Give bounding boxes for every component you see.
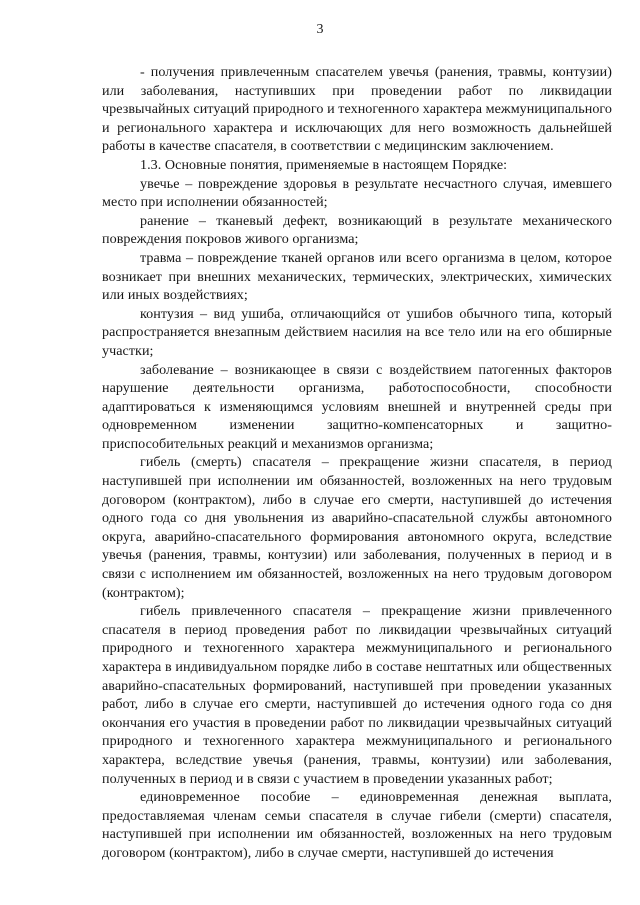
paragraph-rescuer-injury-clause: - получения привлеченным спасателем увечья (ранения, травмы, контузии) или заболевания, наступивших при проведении работ по ликвидации чрезвычайных ситуаций природного и техногенного характера межмуниципального и регионального характера и исключающих для него возможность дальнейшей работы в качестве спасателя, в соответствии с медицинским заключением. [102, 64, 612, 155]
definition-disease: заболевание – возникающее в связи с воздействием патогенных факторов нарушение деятельности организма, работоспособности, способности адаптироваться к изменяющимся условиям внешней и внутренней среды при одновременном изменении защитно-компенсаторных и защитно-приспособительных реакций и механизмов организма; [102, 361, 612, 452]
definition-contusion: контузия – вид ушиба, отличающийся от ушибов обычного типа, который распространяется внезапным действием насилия на все тело или на его обширные участки; [102, 305, 612, 359]
section-heading-basic-concepts: 1.3. Основные понятия, применяемые в настоящем Порядке: [140, 156, 508, 173]
definition-trauma: травма – повреждение тканей органов или всего организма в целом, которое возникает при внешних механических, термических, электрических, химических или иных воздействиях; [102, 249, 612, 304]
page-number: 3 [316, 22, 324, 37]
definition-injury: увечье – повреждение здоровья в результате несчастного случая, имевшего место при исполнении обязанностей; [102, 175, 612, 211]
definition-wound: ранение – тканевый дефект, возникающий в результате механического повреждения покровов живого организма; [102, 212, 612, 248]
document-body [102, 63, 612, 863]
definition-rescuer-death: гибель (смерть) спасателя – прекращение жизни спасателя, в период наступившей при исполнении им обязанностей, возложенных на него трудовым договором (контрактом), либо в случае его смерти, наступившей до истечения одного года со дня увольнения из аварийно-спасательной службы автономного округа, аварийно-спасательного формирования автономного округа, вследствие увечья (ранения, травмы, контузии) или заболевания, полученных в период и в связи с исполнением им обязанностей, возложенных на него трудовым договором (контрактом); [102, 454, 612, 601]
definition-lump-sum-benefit: единовременное пособие – единовременная денежная выплата, предоставляемая членам семьи спасателя в случае гибели (смерти) спасателя, наступившей при исполнении им обязанностей, возложенных на него трудовым договором (контрактом), либо в случае смерти, наступившей до истечения [102, 789, 612, 861]
definition-attracted-rescuer-death: гибель привлеченного спасателя – прекращение жизни привлеченного спасателя в период проведения работ по ликвидации чрезвычайных ситуаций природного и техногенного характера межмуниципального и регионального характера в индивидуальном порядке либо в составе нештатных или общественных аварийно-спасательных формирований, наступившей при проведении указанных работ, либо в случае его смерти, наступившей до истечения одного года со дня окончания его участия в проведении работ по ликвидации чрезвычайных ситуаций природного и техногенного характера межмуниципального и регионального характера, вследствие увечья (ранения, травмы, контузии) или заболевания, полученных в период и в связи с участием в проведении указанных работ; [102, 603, 612, 787]
